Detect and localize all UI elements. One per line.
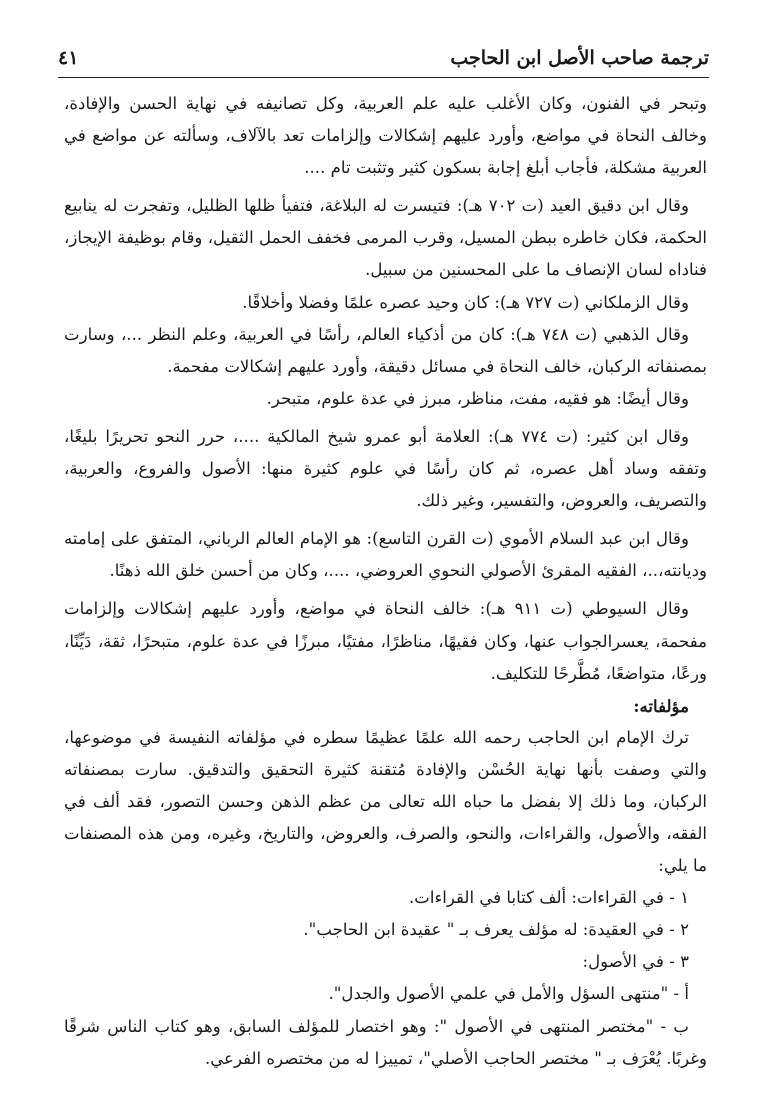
section-heading: مؤلفاته: — [633, 695, 689, 716]
list-item: ٣ - في الأصول: — [582, 952, 689, 972]
paragraph-dhahabi-also: وقال أيضًا: هو فقيه، مفت، مناظر، مبرز في عدة علوم، متبحر. — [266, 388, 689, 408]
list-item: ١ - في القراءات: ألف كتابا في القراءات. — [408, 888, 689, 908]
paragraph-dhahabi: وقال الذهبي (ت ٧٤٨ هـ): كان من أذكياء العالم، رأسًا في العربية، وعلم النظر ...، وسارت بمصنفاته الركبان، خالف النحاة في مسائل دقيقة، وأورد عليهم إشكالات مفحمة. — [64, 324, 707, 376]
paragraph-zamalkani: وقال الزملكاني (ت ٧٢٧ هـ): كان وحيد عصره علمًا وفضلا وأخلاقًا. — [242, 292, 689, 312]
paragraph-ibn-kathir: وقال ابن كثير: (ت ٧٧٤ هـ): العلامة أبو عمرو شيخ المالكية ....، حرر النحو تحريرًا بليغًا، وتفقه وساد أهل عصره، ثم كان رأسًا في علوم كثيرة منها: الأصول والفروع، والعربية، والتصريف، والعروض، والتفسير، وغير ذلك. — [64, 426, 707, 511]
list-item: أ - "منتهى السؤل والأمل في علمي الأصول والجدل". — [328, 984, 689, 1004]
paragraph-continuation: وتبحر في الفنون، وكان الأغلب عليه علم العربية، وكل تصانيفه في نهاية الحسن والإفادة، وخالف النحاة في مواضع، وأورد عليهم إشكالات وإلزامات تعد بالآلاف، وسألته عن مواضع في العربية مشكلة، فأجاب أبلغ إجابة بسكون كثير وتثبت تام .... — [64, 94, 707, 178]
header-rule — [58, 77, 709, 78]
list-item: ٢ - في العقيدة: له مؤلف يعرف بـ " عقيدة ابن الحاجب". — [303, 920, 689, 940]
list-item: ب - "مختصر المنتهى في الأصول ": وهو اختصار للمؤلف السابق، وهو كتاب الناس شرقًا وغربًا. يُعْرَف بـ " مختصر الحاجب الأصلي"، تمييزا له من مختصره الفرعي. — [64, 1016, 707, 1068]
paragraph-suyuti: وقال السيوطي (ت ٩١١ هـ): خالف النحاة في مواضع، وأورد عليهم إشكالات وإلزامات مفحمة، يعسرالجواب عنها، وكان فقيهًا، مناظرًا، مفتيًا، مبرزًا في عدة علوم، متبحرًا، ثقة، دَيِّنًا، ورعًا، متواضعًا، مُطَّرحًا للتكليف. — [64, 599, 707, 683]
page-number: ٤١ — [58, 47, 79, 69]
paragraph-ibn-abd-al-salam: وقال ابن عبد السلام الأموي (ت القرن التاسع): هو الإمام العالم الرباني، المتفق على إمامته وديانته،..، الفقيه المقرئ الأصولي النحوي العروضي، ....، وكان من أحسن خلق الله ذهنًا. — [64, 529, 707, 581]
section-intro: ترك الإمام ابن الحاجب رحمه الله علمًا عظيمًا سطره في مؤلفاته النفيسة في موضوعها، والتي وصفت بأنها نهاية الحُسْن والإفادة مُتقنة كثيرة التحقيق والتدقيق. سارت بمصنفاته الركبان، وما ذلك إلا بفضل ما حباه الله تعالى من عظم الذهن وحسن التصور، فقد ألف في الفقه، والأصول، والقراءات، والنحو، والصرف، والعروض، والتاريخ، وغيره، ومن هذه المصنفات ما يلي: — [64, 727, 707, 876]
paragraph-ibn-daqiq-al-eid: وقال ابن دقيق العيد (ت ٧٠٢ هـ): فتيسرت له البلاغة، فتفيأ ظلها الظليل، وتفجرت له ينابيع الحكمة، فكان خاطره ببطن المسيل، وقرب المرمى فخفف الحمل الثقيل، وقام بوظيفة الإيجاز، فناداه لسان الإنصاف ما على المحسنين من سبيل. — [64, 196, 707, 280]
page-body — [64, 88, 707, 1075]
page-header — [58, 44, 709, 74]
running-title: ترجمة صاحب الأصل ابن الحاجب — [450, 47, 709, 69]
